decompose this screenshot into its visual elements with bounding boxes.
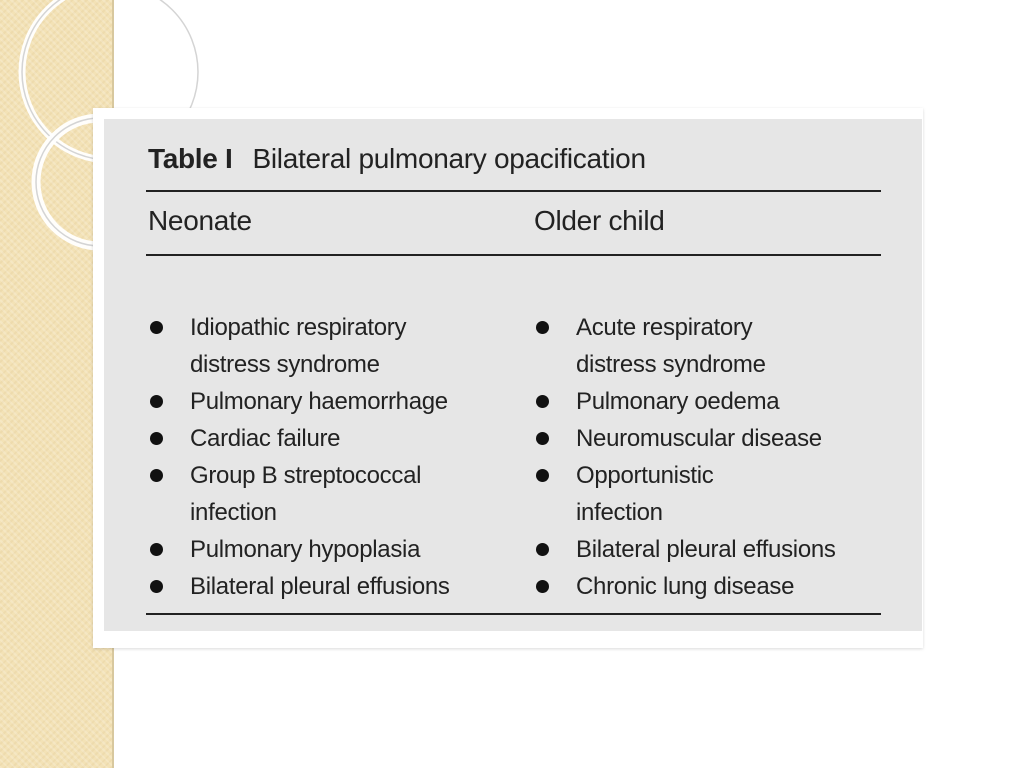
bullet-icon bbox=[150, 321, 163, 334]
list-item bbox=[534, 531, 894, 568]
list-item bbox=[148, 531, 508, 568]
list-item-text: Neuromuscular disease bbox=[576, 425, 822, 452]
list-item-text: Opportunistic infection bbox=[576, 462, 714, 526]
list-item bbox=[148, 309, 508, 383]
table-label: Table I bbox=[148, 143, 233, 174]
bullet-icon bbox=[150, 580, 163, 593]
list-item-text: Pulmonary hypoplasia bbox=[190, 536, 421, 563]
list-item bbox=[148, 383, 508, 420]
list-item-text: Bilateral pleural effusions bbox=[190, 573, 450, 600]
list-item bbox=[148, 568, 508, 605]
list-item-text: Pulmonary oedema bbox=[576, 388, 780, 415]
bullet-icon bbox=[536, 543, 549, 556]
table-title bbox=[148, 143, 646, 175]
table-panel bbox=[104, 119, 922, 631]
header-bottom-rule bbox=[146, 254, 881, 256]
bullet-icon bbox=[536, 321, 549, 334]
list-item bbox=[534, 568, 894, 605]
list-item-text: Pulmonary haemorrhage bbox=[190, 388, 448, 415]
list-item-text: Cardiac failure bbox=[190, 425, 341, 452]
bullet-icon bbox=[150, 543, 163, 556]
older-child-list bbox=[534, 309, 894, 605]
list-item bbox=[534, 457, 894, 531]
list-item-text: Group B streptococcal infection bbox=[190, 462, 422, 526]
list-item-text: Bilateral pleural effusions bbox=[576, 536, 836, 563]
bullet-icon bbox=[150, 469, 163, 482]
bullet-icon bbox=[150, 395, 163, 408]
table-caption: Bilateral pulmonary opacification bbox=[252, 143, 646, 174]
neonate-list bbox=[148, 309, 508, 605]
table-top-rule bbox=[146, 190, 881, 192]
bullet-icon bbox=[536, 395, 549, 408]
bullet-icon bbox=[150, 432, 163, 445]
list-item-text: Idiopathic respiratory distress syndrome bbox=[190, 314, 407, 378]
list-item bbox=[534, 309, 894, 383]
list-item bbox=[148, 420, 508, 457]
bullet-icon bbox=[536, 432, 549, 445]
list-item-text: Acute respiratory distress syndrome bbox=[576, 314, 766, 378]
bullet-icon bbox=[536, 469, 549, 482]
list-item-text: Chronic lung disease bbox=[576, 573, 795, 600]
list-item bbox=[148, 457, 508, 531]
table-bottom-rule bbox=[146, 613, 881, 615]
list-item bbox=[534, 420, 894, 457]
list-item bbox=[534, 383, 894, 420]
column-header-neonate: Neonate bbox=[148, 205, 252, 236]
column-header-older-child: Older child bbox=[534, 205, 665, 236]
bullet-icon bbox=[536, 580, 549, 593]
